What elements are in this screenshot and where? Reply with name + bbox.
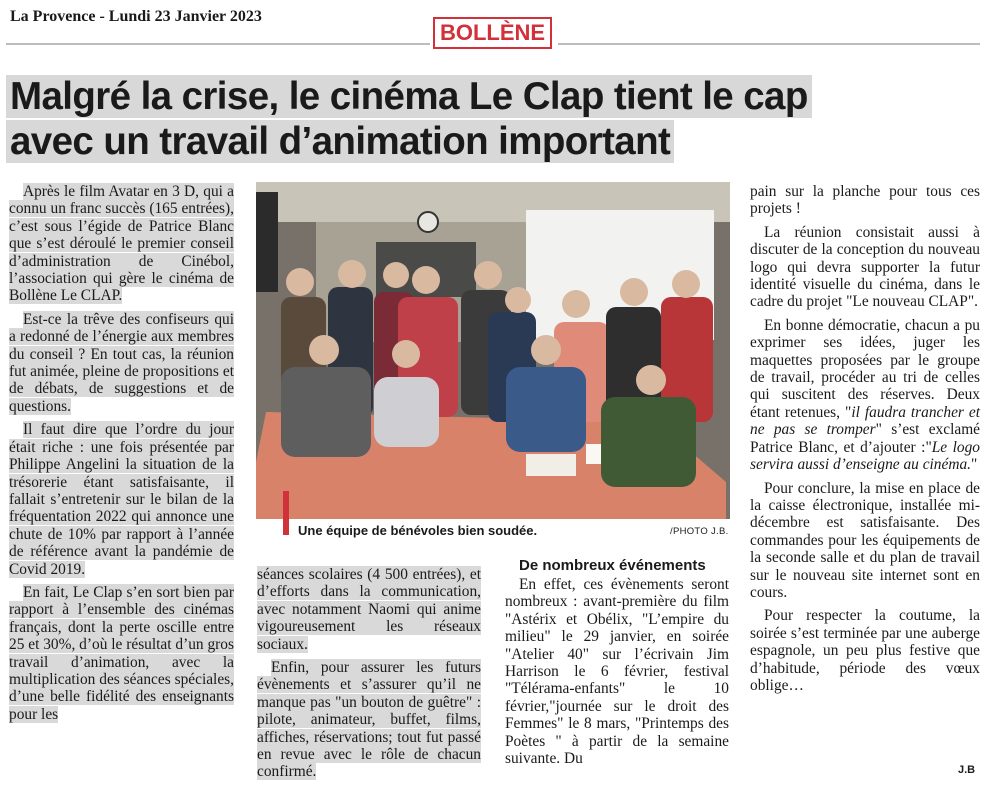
masthead-rule-right [558,43,980,45]
group-photo-illustration [256,182,730,519]
paragraph: En effet, ces évènements seront nombreux : avant-première du film "Astérix et Obélix, "L’empire du milieu" le 29 janvier, en soirée "Atelier 40" sur l’écrivain Jim Harrison le 6 février, festival "Télérama-enfants" le 10 février,"journée sur le droit des Femmes" le 8 mars, "Printemps des Poètes " à partir de la semaine suivante. Du [505,576,729,768]
paragraph: Est-ce la trêve des confiseurs qui a redonné de l’énergie aux membres du conseil ? En tout cas, la réunion fut animée, pleine de propositions et de débats, de suggestions et de questions. [9,310,234,415]
paragraph: Pour respecter la coutume, la soirée s’est terminée par une auberge espagnole, un peu plus festive que d’habitude, période des vœux oblige… [750,607,980,694]
paragraph: pain sur la planche pour tous ces projets ! [750,183,980,218]
quote: Le logo servira aussi d’enseigne au cinéma. [750,438,980,474]
headline-line-1: Malgré la crise, le cinéma Le Clap tient le cap [6,75,812,118]
section-tag: BOLLÈNE [433,17,552,49]
quote: il faudra trancher et ne pas se tromper [750,403,980,439]
paragraph: Enfin, pour assurer les futurs évènements et s’assurer qu’il ne manque pas "un bouton de guêtre" : pilote, animateur, buffet, films, affiches, réservations; tout fut passé en revue avec le rôle de chacun confirmé. [257,659,481,781]
article-column-1 [6,183,236,783]
subheading-events: De nombreux événements [519,557,706,574]
article-column-3 [505,576,729,781]
masthead: La Provence - Lundi 23 Janvier 2023 [10,8,262,25]
paragraph: La réunion consistait aussi à discuter de la conception du nouveau logo qui devra supporter la futur identité visuelle du cinéma, dans le cadre du projet "Le nouveau CLAP". [750,223,980,311]
masthead-rule-left [6,43,430,45]
headline [6,74,862,164]
caption-accent-bar [283,491,289,535]
photo-credit: /PHOTO J.B. [670,526,729,537]
paragraph: En fait, Le Clap s’en sort bien par rapport à l’ensemble des cinémas français, dont la perte oscille entre 25 et 30%, d’où le résultat d’un gros travail d’animation, avec la multiplication des séances spéciales, d’une belle fidélité des enseignants pour les [9,583,234,723]
headline-line-2: avec un travail d’animation important [6,120,674,163]
article-photo [256,182,730,519]
article-column-2 [255,566,483,781]
paragraph: séances scolaires (4 500 entrées), et d’efforts dans la communication, avec notamment Naomi qui anime vigoureusement les réseaux sociaux. [257,566,481,653]
paragraph: Après le film Avatar en 3 D, qui a connu un franc succès (165 entrées), c’est sous l’égide de Patrice Blanc que s’est déroulé le premier conseil d’administration de Cinébol, l’association qui gère le cinéma de Bollène Le CLAP. [9,183,234,305]
paragraph: Pour conclure, la mise en place de la caisse électronique, installée mi-décembre est satisfaisante. Des commandes pour les équipements de la seconde salle et du plan de travail sur le nouveau site internet sont en cours. [750,479,980,601]
photo-caption: Une équipe de bénévoles bien soudée. [298,523,538,538]
paragraph: Il faut dire que l’ordre du jour était riche : une fois présentée par Philippe Angelini la situation de la trésorerie étant satisfaisante, il fallait s’entretenir sur le bilan de la fréquentation 2022 qui annonce une chute de 10% par rapport à l’année de référence avant la pandémie de Covid 2019. [9,421,234,578]
paragraph: En bonne démocratie, chacun a pu exprimer ses idées, juger les maquettes proposées par le groupe de travail, procéder au tri de celles qui suscitent des réserves. Deux étant retenues, "il faudra trancher et ne pas se tromper" s’est exclamé Patrice Blanc, et d’ajouter :"Le logo servira aussi d’enseigne au cinéma." [750,316,980,474]
author-signature: J.B [958,764,976,776]
article-column-4 [750,183,980,783]
